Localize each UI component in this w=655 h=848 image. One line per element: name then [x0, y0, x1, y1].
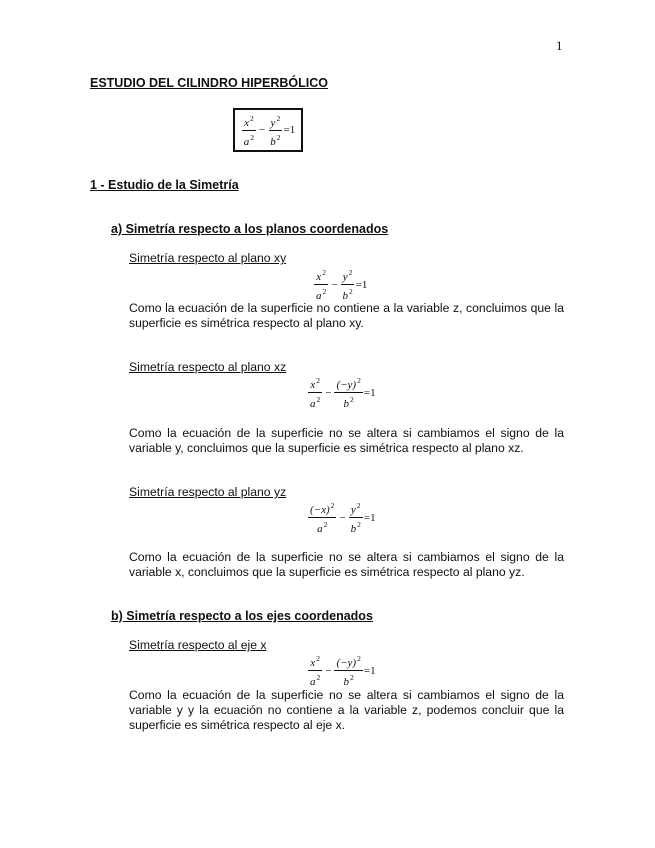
exponent: 2 [276, 113, 281, 123]
paragraph-plane-yz: Como la ecuación de la superficie no se altera si cambiamos el signo de la variable x, concluimos que la superficie es simétrica respecto al plano yz. [129, 550, 564, 579]
minus-sign: − [325, 664, 332, 677]
denominator: b [270, 135, 276, 148]
exponent: 2 [350, 395, 354, 404]
numerator: x [310, 657, 316, 669]
label-plane-xz: Simetría respecto al plano xz [129, 360, 287, 374]
numerator: (−y) [336, 379, 357, 391]
fraction [268, 113, 282, 148]
denominator: a [310, 676, 316, 688]
exponent: 2 [316, 376, 320, 385]
equals-one: =1 [363, 511, 376, 524]
denominator: a [317, 523, 323, 535]
page-number: 1 [556, 38, 563, 53]
denominator: a [310, 398, 316, 410]
fraction [242, 113, 256, 148]
exponent: 2 [357, 654, 361, 663]
numerator: (−y) [336, 657, 357, 669]
document-title: ESTUDIO DEL CILINDRO HIPERBÓLICO [90, 76, 328, 90]
numerator: y [342, 271, 348, 283]
equals-one: =1 [363, 664, 376, 677]
exponent: 2 [357, 376, 361, 385]
paragraph-plane-xz: Como la ecuación de la superficie no se altera si cambiamos el signo de la variable y, concluimos que la superficie es simétrica respecto al plano xz. [129, 426, 564, 455]
main-equation [241, 113, 295, 148]
exponent: 2 [322, 268, 326, 277]
denominator: b [343, 398, 350, 410]
exponent: 2 [357, 520, 361, 529]
minus-sign: − [339, 511, 346, 524]
numerator: y [350, 504, 356, 516]
minus-sign: − [325, 386, 332, 399]
equation-plane-xz [307, 375, 376, 410]
exponent: 2 [249, 113, 254, 123]
numerator: (−x) [310, 504, 330, 516]
exponent: 2 [316, 673, 321, 682]
label-plane-xy: Simetría respecto al plano xy [129, 251, 287, 265]
exponent: 2 [348, 287, 353, 296]
label-plane-yz: Simetría respecto al plano yz [129, 485, 287, 499]
exponent: 2 [348, 268, 353, 277]
main-equation-box [233, 108, 303, 152]
exponent: 2 [330, 501, 335, 510]
minus-sign: − [331, 278, 338, 291]
numerator: x [310, 379, 316, 391]
denominator: b [350, 523, 357, 535]
exponent: 2 [356, 501, 361, 510]
subsection-heading-planes: a) Simetría respecto a los planos coordenados [111, 222, 389, 236]
exponent: 2 [322, 287, 327, 296]
equals-one: =1 [355, 278, 368, 291]
equals-one: =1 [363, 386, 376, 399]
paragraph-axis-x: Como la ecuación de la superficie no se altera si cambiamos el signo de la variable y y la ecuación no contiene a la variable z, podemos concluir que la superficie es simétrica respecto al eje x. [129, 688, 564, 732]
denominator: b [343, 676, 350, 688]
exponent: 2 [316, 654, 320, 663]
denominator: a [316, 290, 322, 302]
exponent: 2 [276, 132, 281, 142]
equals-one: =1 [283, 124, 296, 136]
numerator: x [244, 116, 249, 129]
exponent: 2 [316, 395, 321, 404]
equation-plane-yz [307, 500, 376, 535]
minus-sign: − [259, 124, 266, 136]
paragraph-plane-xy: Como la ecuación de la superficie no contiene a la variable z, concluimos que la superficie es simétrica respecto al plano xy. [129, 301, 564, 330]
exponent: 2 [323, 520, 328, 529]
numerator: y [270, 116, 276, 129]
exponent: 2 [250, 132, 255, 142]
denominator: b [342, 290, 348, 302]
subsection-heading-axes: b) Simetría respecto a los ejes coordenados [111, 609, 373, 623]
section-heading: 1 - Estudio de la Simetría [90, 178, 239, 192]
equation-axis-x [307, 653, 376, 688]
numerator: x [316, 271, 322, 283]
equation-plane-xy [313, 267, 367, 302]
exponent: 2 [350, 673, 354, 682]
denominator: a [243, 135, 250, 148]
label-axis-x: Simetría respecto al eje x [129, 638, 267, 652]
